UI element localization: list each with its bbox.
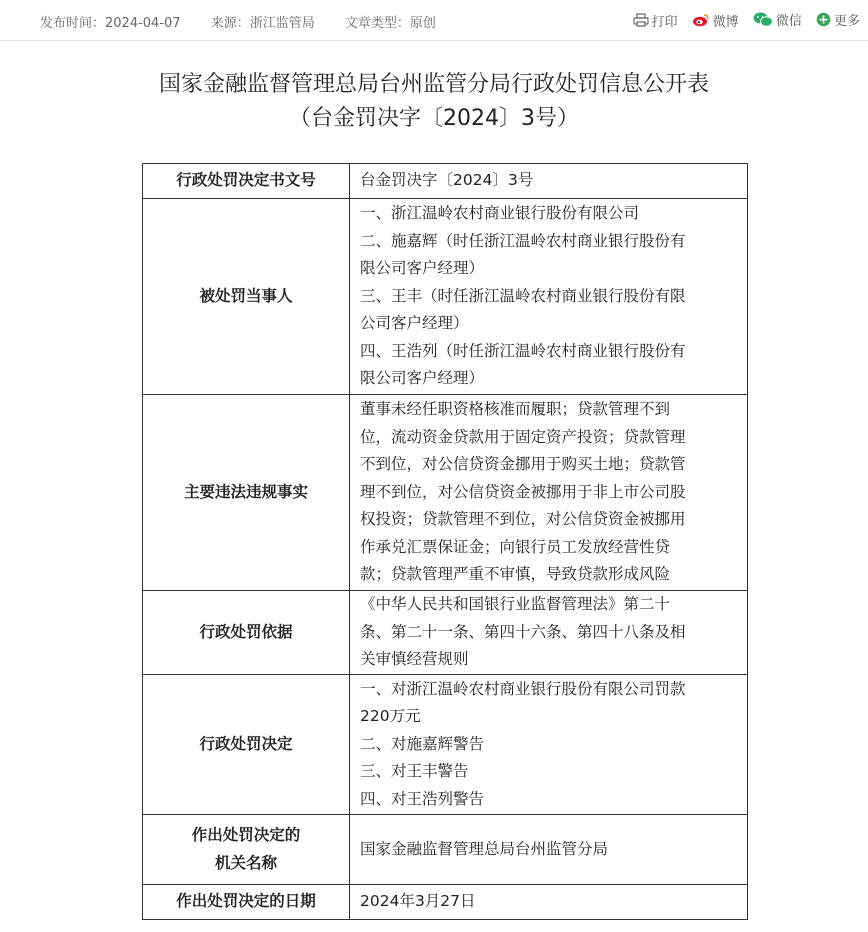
print-button[interactable] — [633, 11, 678, 30]
table-row — [143, 591, 748, 675]
table-row — [143, 199, 748, 395]
row-value-line: 四、王浩列（时任浙江温岭农村商业银行股份有 — [360, 341, 686, 360]
penalty-info-table — [142, 163, 748, 920]
row-value-line: 不到位，对公信贷资金挪用于购买土地；贷款管 — [360, 455, 686, 474]
row-value — [350, 395, 748, 591]
row-value-line: 限公司客户经理） — [360, 259, 485, 278]
print-label: 打印 — [651, 14, 678, 30]
row-label — [143, 199, 350, 395]
row-value-line: 位，流动资金贷款用于固定资产投资；贷款管理 — [360, 427, 686, 446]
row-value-line: 理不到位，对公信贷资金被挪用于非上市公司股 — [360, 482, 686, 501]
row-value-line: 一、浙江温岭农村商业银行股份有限公司 — [360, 204, 640, 223]
more-icon — [816, 12, 831, 27]
row-value-line: 二、对施嘉辉警告 — [360, 734, 485, 753]
row-value — [350, 164, 748, 199]
table-row — [143, 675, 748, 815]
title-line-1: 国家金融监督管理总局台州监管分局行政处罚信息公开表 — [158, 72, 709, 97]
row-label-line: 主要违法违规事实 — [183, 482, 308, 501]
doc-type: 文章类型：原创 — [344, 16, 436, 31]
row-label — [143, 164, 350, 199]
weixin-share-button[interactable] — [753, 10, 802, 29]
share-toolbar — [623, 10, 860, 31]
article-meta — [40, 12, 462, 31]
row-label-line: 作出处罚决定的 — [191, 826, 301, 844]
row-value — [350, 675, 748, 815]
article-meta-bar — [0, 0, 868, 41]
weixin-icon — [753, 12, 773, 27]
row-value-line: 董事未经任职资格核准而履职；贷款管理不到 — [360, 400, 671, 419]
row-value-line: 三、王丰（时任浙江温岭农村商业银行股份有限 — [360, 286, 686, 305]
row-value — [350, 885, 748, 920]
row-value — [350, 199, 748, 395]
row-label — [143, 591, 350, 675]
row-value-line: 台金罚决字〔2024〕3号 — [360, 171, 534, 190]
row-value-line: 三、对王丰警告 — [360, 762, 469, 781]
row-value-line: 国家金融监督管理总局台州监管分局 — [360, 839, 609, 858]
row-value-line: 款；贷款管理严重不审慎，导致贷款形成风险 — [360, 565, 671, 584]
row-label-line: 行政处罚依据 — [199, 622, 293, 641]
more-label: 更多 — [833, 14, 860, 29]
weibo-icon — [692, 13, 710, 27]
title-line-2: （台金罚决字〔2024〕3号） — [289, 106, 579, 131]
row-value-line: 二、施嘉辉（时任浙江温岭农村商业银行股份有 — [360, 231, 686, 250]
row-label-line: 作出处罚决定的日期 — [176, 892, 316, 911]
row-value — [350, 815, 748, 885]
row-value-line: 《中华人民共和国银行业监督管理法》第二十 — [360, 595, 671, 614]
publish-date: 发布时间：2024-04-07 — [40, 16, 181, 31]
row-value-line: 限公司客户经理） — [360, 369, 485, 388]
table-row — [143, 885, 748, 920]
table-row — [143, 395, 748, 591]
row-label-line: 被处罚当事人 — [199, 286, 293, 305]
row-value-line: 公司客户经理） — [360, 314, 469, 333]
weibo-share-button[interactable] — [692, 11, 739, 30]
row-label-line: 行政处罚决定书文号 — [176, 171, 316, 190]
row-value — [350, 591, 748, 675]
row-value-line: 作承兑汇票保证金；向银行员工发放经营性贷 — [360, 537, 671, 556]
row-label-line: 机关名称 — [214, 853, 277, 872]
row-label-line: 行政处罚决定 — [199, 734, 293, 753]
row-label — [143, 395, 350, 591]
table-row — [143, 164, 748, 199]
row-value-line: 条、第二十一条、第四十六条、第四十八条及相 — [360, 622, 686, 641]
weixin-label: 微信 — [775, 14, 802, 29]
row-value-line: 一、对浙江温岭农村商业银行股份有限公司罚款 — [360, 679, 686, 698]
row-label — [143, 815, 350, 885]
page-title — [0, 68, 868, 136]
weibo-label: 微博 — [712, 14, 739, 30]
row-label — [143, 885, 350, 920]
row-value-line: 四、对王浩列警告 — [360, 789, 485, 808]
row-value-line: 关审慎经营规则 — [360, 650, 469, 669]
row-value-line: 220万元 — [360, 707, 421, 726]
print-icon — [633, 13, 649, 27]
source: 来源：浙江监管局 — [210, 16, 315, 31]
row-label — [143, 675, 350, 815]
penalty-info-table-body — [143, 164, 748, 920]
row-value-line: 2024年3月27日 — [360, 892, 476, 911]
row-value-line: 权投资；贷款管理不到位，对公信贷资金被挪用 — [360, 510, 686, 529]
more-share-button[interactable] — [816, 10, 860, 29]
table-row — [143, 815, 748, 885]
